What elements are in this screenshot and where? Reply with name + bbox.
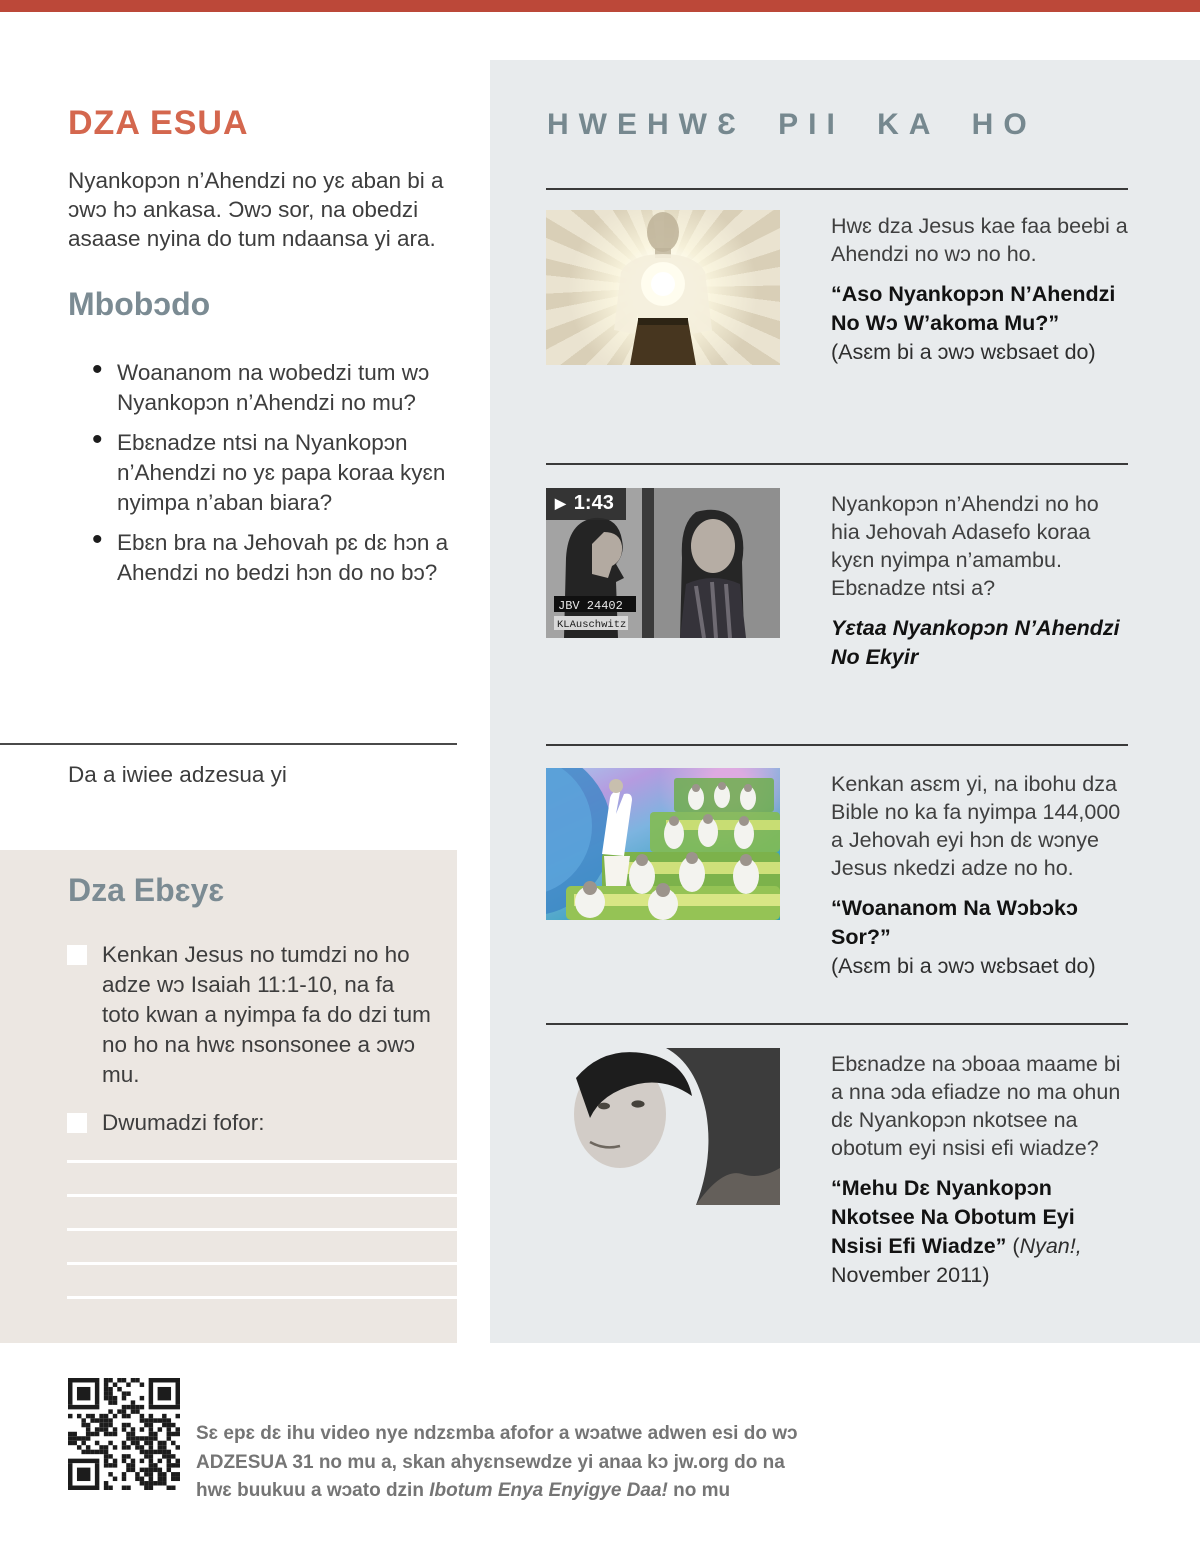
entry-description: Hwɛ dza Jesus kae faa beebi a Ahendzi no wɔ no ho. — [831, 214, 1128, 266]
entry-source-note: (Asɛm bi a ɔwɔ wɛbsaet do) — [831, 954, 1096, 978]
entry-description: Kenkan asɛm yi, na ibohu dza Bible no ka fa nyimpa 144,000 a Jehovah eyi hɔn dɛ wɔnye Jesus nkedzi adze no ho. — [831, 772, 1121, 880]
page-title: DZA ESUA — [68, 104, 249, 142]
magazine-name: Nyan!, — [1019, 1234, 1082, 1258]
entry-description: Nyankopɔn n’Ahendzi no ho hia Jehovah Adasefo koraa kyɛn nyimpa n’amambu. Ebɛnadze ntsi a? — [831, 492, 1099, 600]
figure-art — [546, 210, 780, 365]
checkbox-icon[interactable] — [67, 945, 87, 965]
svg-text:JBV 24402: JBV 24402 — [558, 599, 623, 613]
footer-line: Sɛ epɛ dɛ ihu video nye ndzɛmba afofor a wɔatwe adwen esi do wɔ — [196, 1423, 798, 1444]
footer-line: hwɛ buukuu a wɔato dzin Ibotum Enya Enyigye Daa! no mu — [196, 1480, 731, 1501]
entry-article-title: “Woananom Na Wɔbɔkɔ Sor?” (Asɛm bi a ɔwɔ wɛbsaet do) — [831, 894, 1131, 981]
todo-heading: Dza Ebɛyɛ — [68, 872, 225, 908]
lesson-color-bar — [0, 0, 1200, 12]
todo-item-label: Kenkan Jesus no tumdzi no ho adze wɔ Isaiah 11:1-10, na fa toto kwan a nyimpa fa do dzi tum no ho na hwɛ nsonsonee a ɔwɔ mu. — [102, 942, 431, 1087]
checkbox-icon[interactable] — [67, 1113, 87, 1133]
lesson-intro-paragraph: Nyankopɔn n’Ahendzi no yɛ aban bi a ɔwɔ hɔ ankasa. Ɔwɔ sor, na obedzi asaase nyina do tum ndaansa yi ara. — [68, 168, 444, 251]
resource-entry-3 — [546, 768, 1186, 981]
entry-divider — [546, 744, 1128, 746]
todo-panel — [0, 850, 457, 1343]
goal-bullet-2: • Ebɛnadze ntsi na Nyankopɔn n’Ahendzi no yɛ papa koraa kyɛn nyimpa n’aban biara? — [68, 428, 460, 518]
footer-instructions — [196, 1420, 856, 1506]
heavenly-kings-thrones-illustration — [546, 768, 780, 920]
entry-divider — [546, 463, 1128, 465]
footer-line: ADZESUA 31 no mu a, skan ahyɛnsewdze yi anaa kɔ jw.org do na — [196, 1451, 785, 1473]
goal-bullet-3: • Ebɛn bra na Jehovah pɛ dɛ hɔn a Ahendzi no bedzi hɔn do no bɔ? — [68, 528, 460, 588]
resource-entry-2 — [546, 488, 1186, 672]
entry-source-note: (Asɛm bi a ɔwɔ wɛbsaet do) — [831, 340, 1096, 364]
qr-code — [68, 1378, 180, 1490]
resource-entry-4 — [546, 1048, 1186, 1290]
video-duration-badge — [546, 488, 626, 520]
goals-heading: Mbobɔdo — [68, 286, 211, 322]
svg-text:KLAuschwitz: KLAuschwitz — [557, 619, 627, 631]
entry-description: Ebɛnadze na ɔboaa maame bi a nna ɔda efiadze no ma ohun dɛ Nyankopɔn nkotsee na obotum eyi nsisi efi wiadze? — [831, 1052, 1121, 1160]
man-glowing-heart-illustration — [546, 210, 780, 365]
writing-line[interactable] — [67, 1296, 457, 1299]
book-title: Ibotum Enya Enyigye Daa! — [429, 1480, 668, 1501]
goal-bullet-1: • Woananom na wobedzi tum wɔ Nyankopɔn n’Ahendzi no mu? — [68, 358, 460, 418]
left-section-divider — [0, 743, 457, 745]
entry-article-title: “Mehu Dɛ Nyankopɔn Nkotsee Na Obotum Eyi Nsisi Efi Wiadze” (Nyan!, November 2011) — [831, 1176, 1082, 1287]
dig-deeper-heading: HWEHWƐ PII KA HO — [547, 108, 1037, 141]
entry-video-title: Yɛtaa Nyankopɔn N’Ahendzi No Ekyir — [831, 616, 1120, 669]
play-icon: ▶ — [555, 495, 566, 511]
thrones-art — [546, 768, 780, 920]
writing-line[interactable] — [67, 1160, 457, 1163]
dig-deeper-panel — [490, 60, 1200, 1343]
todo-item-label: Dwumadzi fofor: — [102, 1110, 265, 1135]
writing-line[interactable] — [67, 1194, 457, 1197]
entry-divider — [546, 188, 1128, 190]
entry-divider — [546, 1023, 1128, 1025]
woman-face-photo — [546, 1048, 780, 1205]
video-thumbnail[interactable] — [546, 488, 780, 638]
writing-line[interactable] — [67, 1228, 457, 1231]
writing-line[interactable] — [67, 1262, 457, 1265]
resource-entry-1 — [546, 210, 1186, 367]
portrait-art — [546, 1048, 780, 1205]
entry-article-title: “Aso Nyankopɔn N’Ahendzi No Wɔ W’akoma Mu?” (Asɛm bi a ɔwɔ wɛbsaet do) — [831, 280, 1131, 367]
video-duration: 1:43 — [573, 492, 614, 514]
goals-bullet-list — [68, 358, 460, 598]
after-study-note: Da a iwiee adzesua yi — [68, 762, 287, 787]
